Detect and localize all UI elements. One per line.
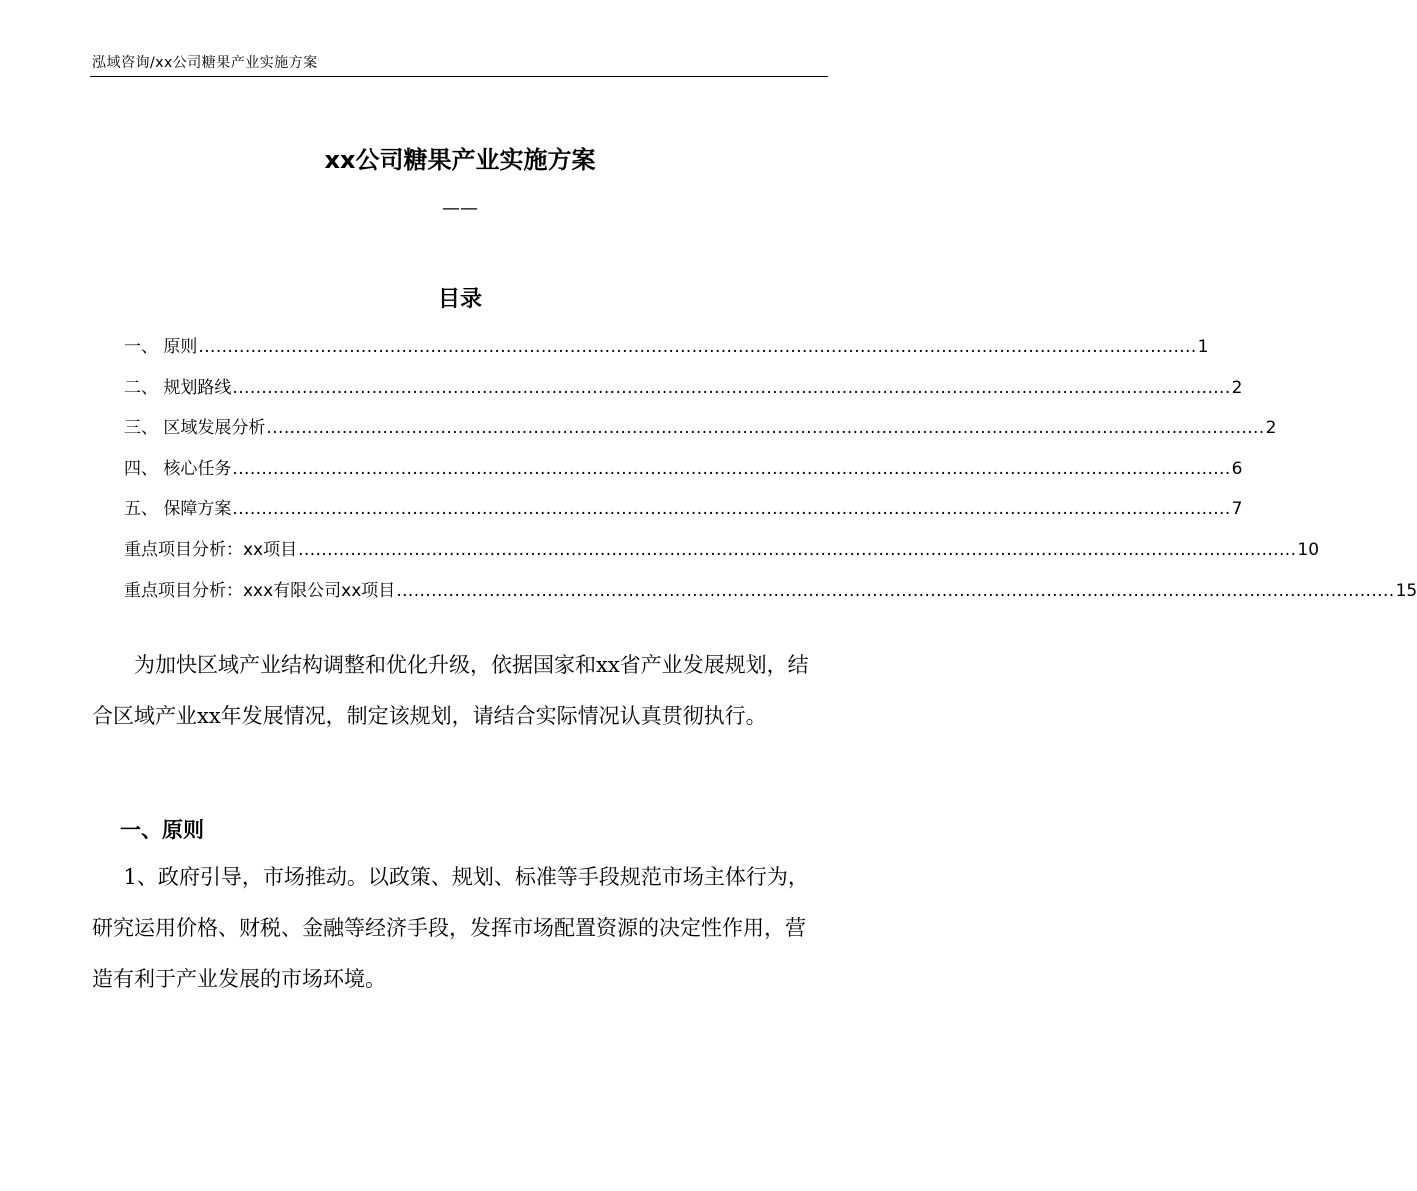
toc-entry-label: 重点项目分析：xx项目 — [124, 539, 298, 560]
toc-entry-page: 6 — [1231, 458, 1243, 479]
toc-entry-page: 10 — [1297, 539, 1320, 560]
toc-leader-dots: ............................................................................................................................................................................ — [198, 337, 1197, 357]
table-of-contents — [124, 334, 1417, 618]
toc-entry[interactable] — [124, 578, 1417, 619]
toc-entry-page: 1 — [1197, 337, 1209, 357]
toc-entry[interactable] — [124, 496, 1243, 537]
section-paragraph: 1、政府引导，市场推动。以政策、规划、标准等手段规范市场主体行为，研究运用价格、财税、金融等经济手段，发挥市场配置资源的决定性作用，营造有利于产业发展的市场环境。 — [92, 865, 809, 991]
toc-entry[interactable] — [124, 456, 1243, 497]
toc-leader-dots: ............................................................................................................................................................................ — [232, 458, 1231, 479]
title-dash: —— — [442, 198, 478, 219]
toc-entry-label: 二、 规划路线 — [124, 377, 232, 398]
toc-leader-dots: ............................................................................................................................................................................ — [232, 377, 1231, 398]
toc-title: 目录 — [437, 287, 482, 312]
toc-entry-label: 三、 区域发展分析 — [124, 418, 266, 439]
document-title: xx公司糖果产业实施方案 — [324, 146, 596, 174]
toc-leader-dots: ............................................................................................................................................................................ — [298, 539, 1297, 560]
section-heading: 一、原则 — [120, 818, 204, 842]
toc-entry-page: 2 — [1231, 377, 1243, 398]
toc-entry-page: 2 — [1265, 418, 1277, 439]
toc-leader-dots: ............................................................................................................................................................................ — [396, 580, 1395, 601]
toc-entry-label: 四、 核心任务 — [124, 458, 232, 479]
toc-entry-label: 五、 保障方案 — [124, 499, 232, 520]
toc-entry-label: 一、 原则 — [124, 337, 198, 357]
header-divider — [90, 76, 828, 77]
toc-leader-dots: ............................................................................................................................................................................ — [232, 499, 1231, 520]
toc-entry-label: 重点项目分析：xxx有限公司xx项目 — [124, 580, 396, 601]
toc-entry-page: 7 — [1231, 499, 1243, 520]
toc-entry[interactable] — [124, 334, 1209, 375]
page-header: 泓域咨询/xx公司糖果产业实施方案 — [92, 55, 318, 71]
toc-entry[interactable] — [124, 415, 1277, 456]
toc-leader-dots: ............................................................................................................................................................................ — [266, 418, 1265, 439]
intro-paragraph: 为加快区域产业结构调整和优化升级，依据国家和xx省产业发展规划，结合区域产业xx年发展情况，制定该规划，请结合实际情况认真贯彻执行。 — [92, 653, 809, 728]
toc-entry-page: 15 — [1395, 580, 1417, 601]
toc-entry[interactable] — [124, 537, 1320, 578]
toc-entry[interactable] — [124, 375, 1243, 416]
